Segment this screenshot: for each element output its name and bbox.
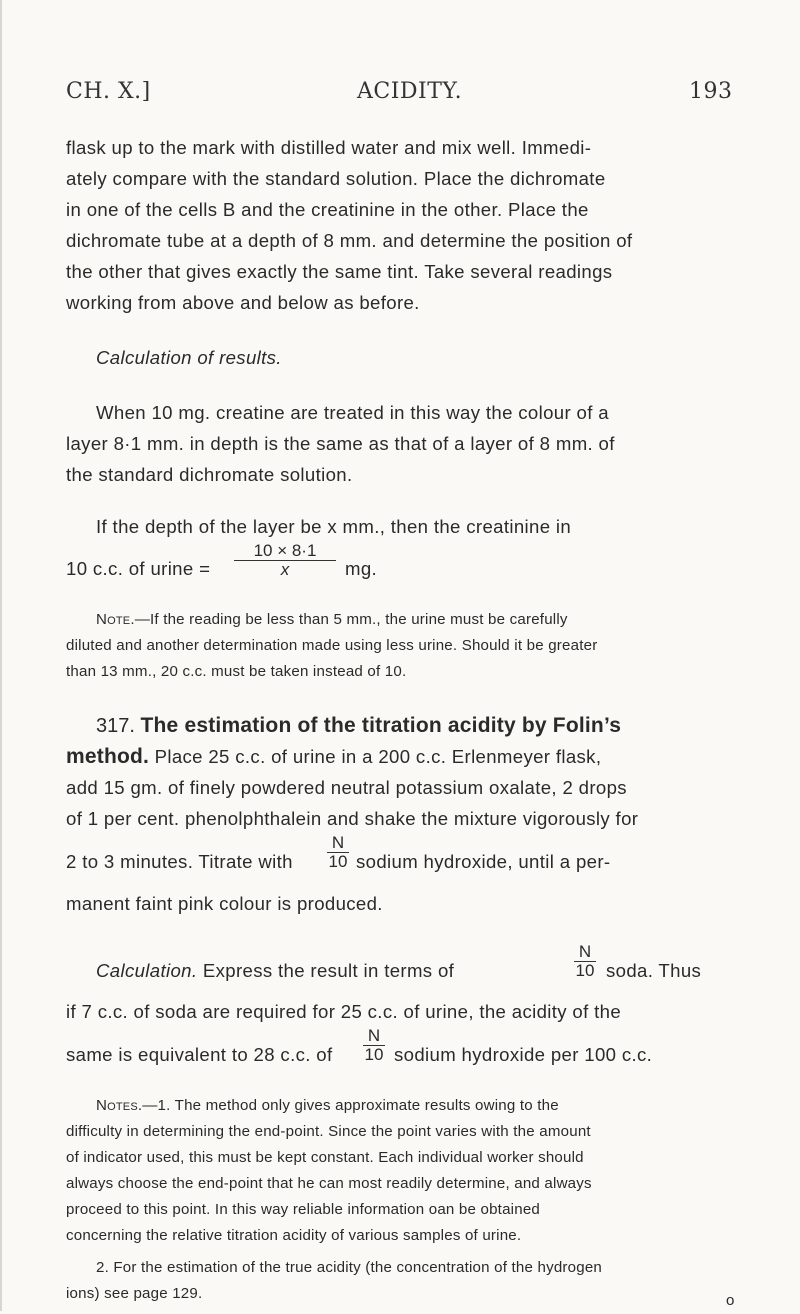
section-317-line: add 15 gm. of finely powdered neutral potassium oxalate, 2 drops bbox=[66, 777, 627, 798]
para1-line: the other that gives exactly the same tint. Take several readings bbox=[66, 261, 613, 282]
signature-mark: o bbox=[726, 1292, 735, 1309]
calc2-line1a bbox=[96, 956, 454, 986]
notes-line: of indicator used, this must be kept constant. Each individual worker should bbox=[66, 1149, 584, 1166]
para1-line: dichromate tube at a depth of 8 mm. and determine the position of bbox=[66, 230, 633, 251]
n-over-10-fraction bbox=[327, 834, 349, 871]
section-317-line: manent faint pink colour is produced. bbox=[66, 893, 383, 914]
para3-line: If the depth of the layer be x mm., then the creatinine in bbox=[96, 516, 572, 537]
fraction-10: 10 bbox=[364, 1045, 384, 1064]
notes-text: —1. The method only gives approximate results owing to the bbox=[142, 1097, 559, 1114]
n-over-10-fraction bbox=[363, 1027, 385, 1064]
page-number: 193 bbox=[689, 79, 733, 104]
section-title: The estimation of the titration acidity by Folin’s bbox=[140, 714, 622, 737]
section-317-title-line bbox=[96, 711, 621, 741]
notes-label: Notes. bbox=[96, 1097, 143, 1114]
para2-line: layer 8·1 mm. in depth is the same as that of a layer of 8 mm. of bbox=[66, 433, 615, 454]
fraction-10: 10 bbox=[328, 852, 348, 871]
section-text: Place 25 c.c. of urine in a 200 c.c. Erlenmeyer flask, bbox=[154, 746, 602, 767]
note-line: than 13 mm., 20 c.c. must be taken instead of 10. bbox=[66, 663, 407, 680]
section-number: 317. bbox=[96, 715, 135, 737]
calc2-label: Calculation. bbox=[96, 960, 198, 981]
page-edge bbox=[0, 0, 2, 1311]
para1-line: in one of the cells B and the creatinine in the other. Place the bbox=[66, 199, 589, 220]
note-line: diluted and another determination made using less urine. Should it be greater bbox=[66, 637, 598, 654]
section-title-cont: method. bbox=[66, 745, 150, 768]
para2-line: the standard dichromate solution. bbox=[66, 464, 353, 485]
calc2-line1b: soda. Thus bbox=[606, 960, 702, 981]
fraction-N: N bbox=[367, 1026, 381, 1045]
formula-lhs: 10 c.c. of urine = bbox=[66, 558, 211, 579]
section-317-line: of 1 per cent. phenolphthalein and shake the mixture vigorously for bbox=[66, 808, 639, 829]
calc2-text: Express the result in terms of bbox=[202, 960, 455, 981]
notes-line: 2. For the estimation of the true acidity (the concentration of the hydrogen bbox=[96, 1259, 603, 1276]
calc2-line3a: same is equivalent to 28 c.c. of bbox=[66, 1044, 333, 1065]
note-text: —If the reading be less than 5 mm., the urine must be carefully bbox=[134, 611, 568, 628]
running-head-title: ACIDITY. bbox=[357, 79, 463, 104]
para2-line: When 10 mg. creatine are treated in this way the colour of a bbox=[96, 402, 609, 423]
fraction-N: N bbox=[331, 833, 345, 852]
section-317-line5a: 2 to 3 minutes. Titrate with bbox=[66, 851, 293, 872]
formula-fraction bbox=[234, 542, 336, 579]
fraction-N: N bbox=[578, 942, 592, 961]
notes-line: ions) see page 129. bbox=[66, 1285, 203, 1302]
fraction-10: 10 bbox=[575, 961, 595, 980]
note-label: Note. bbox=[96, 611, 135, 628]
notes-line: proceed to this point. In this way reliable information oan be obtained bbox=[66, 1201, 541, 1218]
calc-results-heading: Calculation of results. bbox=[96, 347, 282, 368]
notes-line: difficulty in determining the end-point. Since the point varies with the amount bbox=[66, 1123, 591, 1140]
formula-denominator: x bbox=[280, 560, 290, 579]
para1-line: ately compare with the standard solution. Place the dichromate bbox=[66, 168, 606, 189]
para1-line: flask up to the mark with distilled water and mix well. Immedi- bbox=[66, 137, 592, 158]
calc2-line2: if 7 c.c. of soda are required for 25 c.c. of urine, the acidity of the bbox=[66, 1001, 622, 1022]
section-317-line5b: sodium hydroxide, until a per- bbox=[356, 851, 611, 872]
notes-line: concerning the relative titration acidity of various samples of urine. bbox=[66, 1227, 522, 1244]
formula-numerator: 10 × 8·1 bbox=[253, 541, 317, 560]
para1-line: working from above and below as before. bbox=[66, 292, 420, 313]
notes-line1 bbox=[96, 1093, 559, 1119]
n-over-10-fraction bbox=[574, 943, 596, 980]
formula-unit: mg. bbox=[345, 558, 378, 579]
calc2-line3b: sodium hydroxide per 100 c.c. bbox=[394, 1044, 653, 1065]
running-head-chapter: CH. X.] bbox=[66, 79, 151, 104]
notes-line: always choose the end-point that he can most readily determine, and always bbox=[66, 1175, 592, 1192]
note-line1 bbox=[96, 607, 568, 633]
section-317-line2 bbox=[66, 742, 601, 772]
